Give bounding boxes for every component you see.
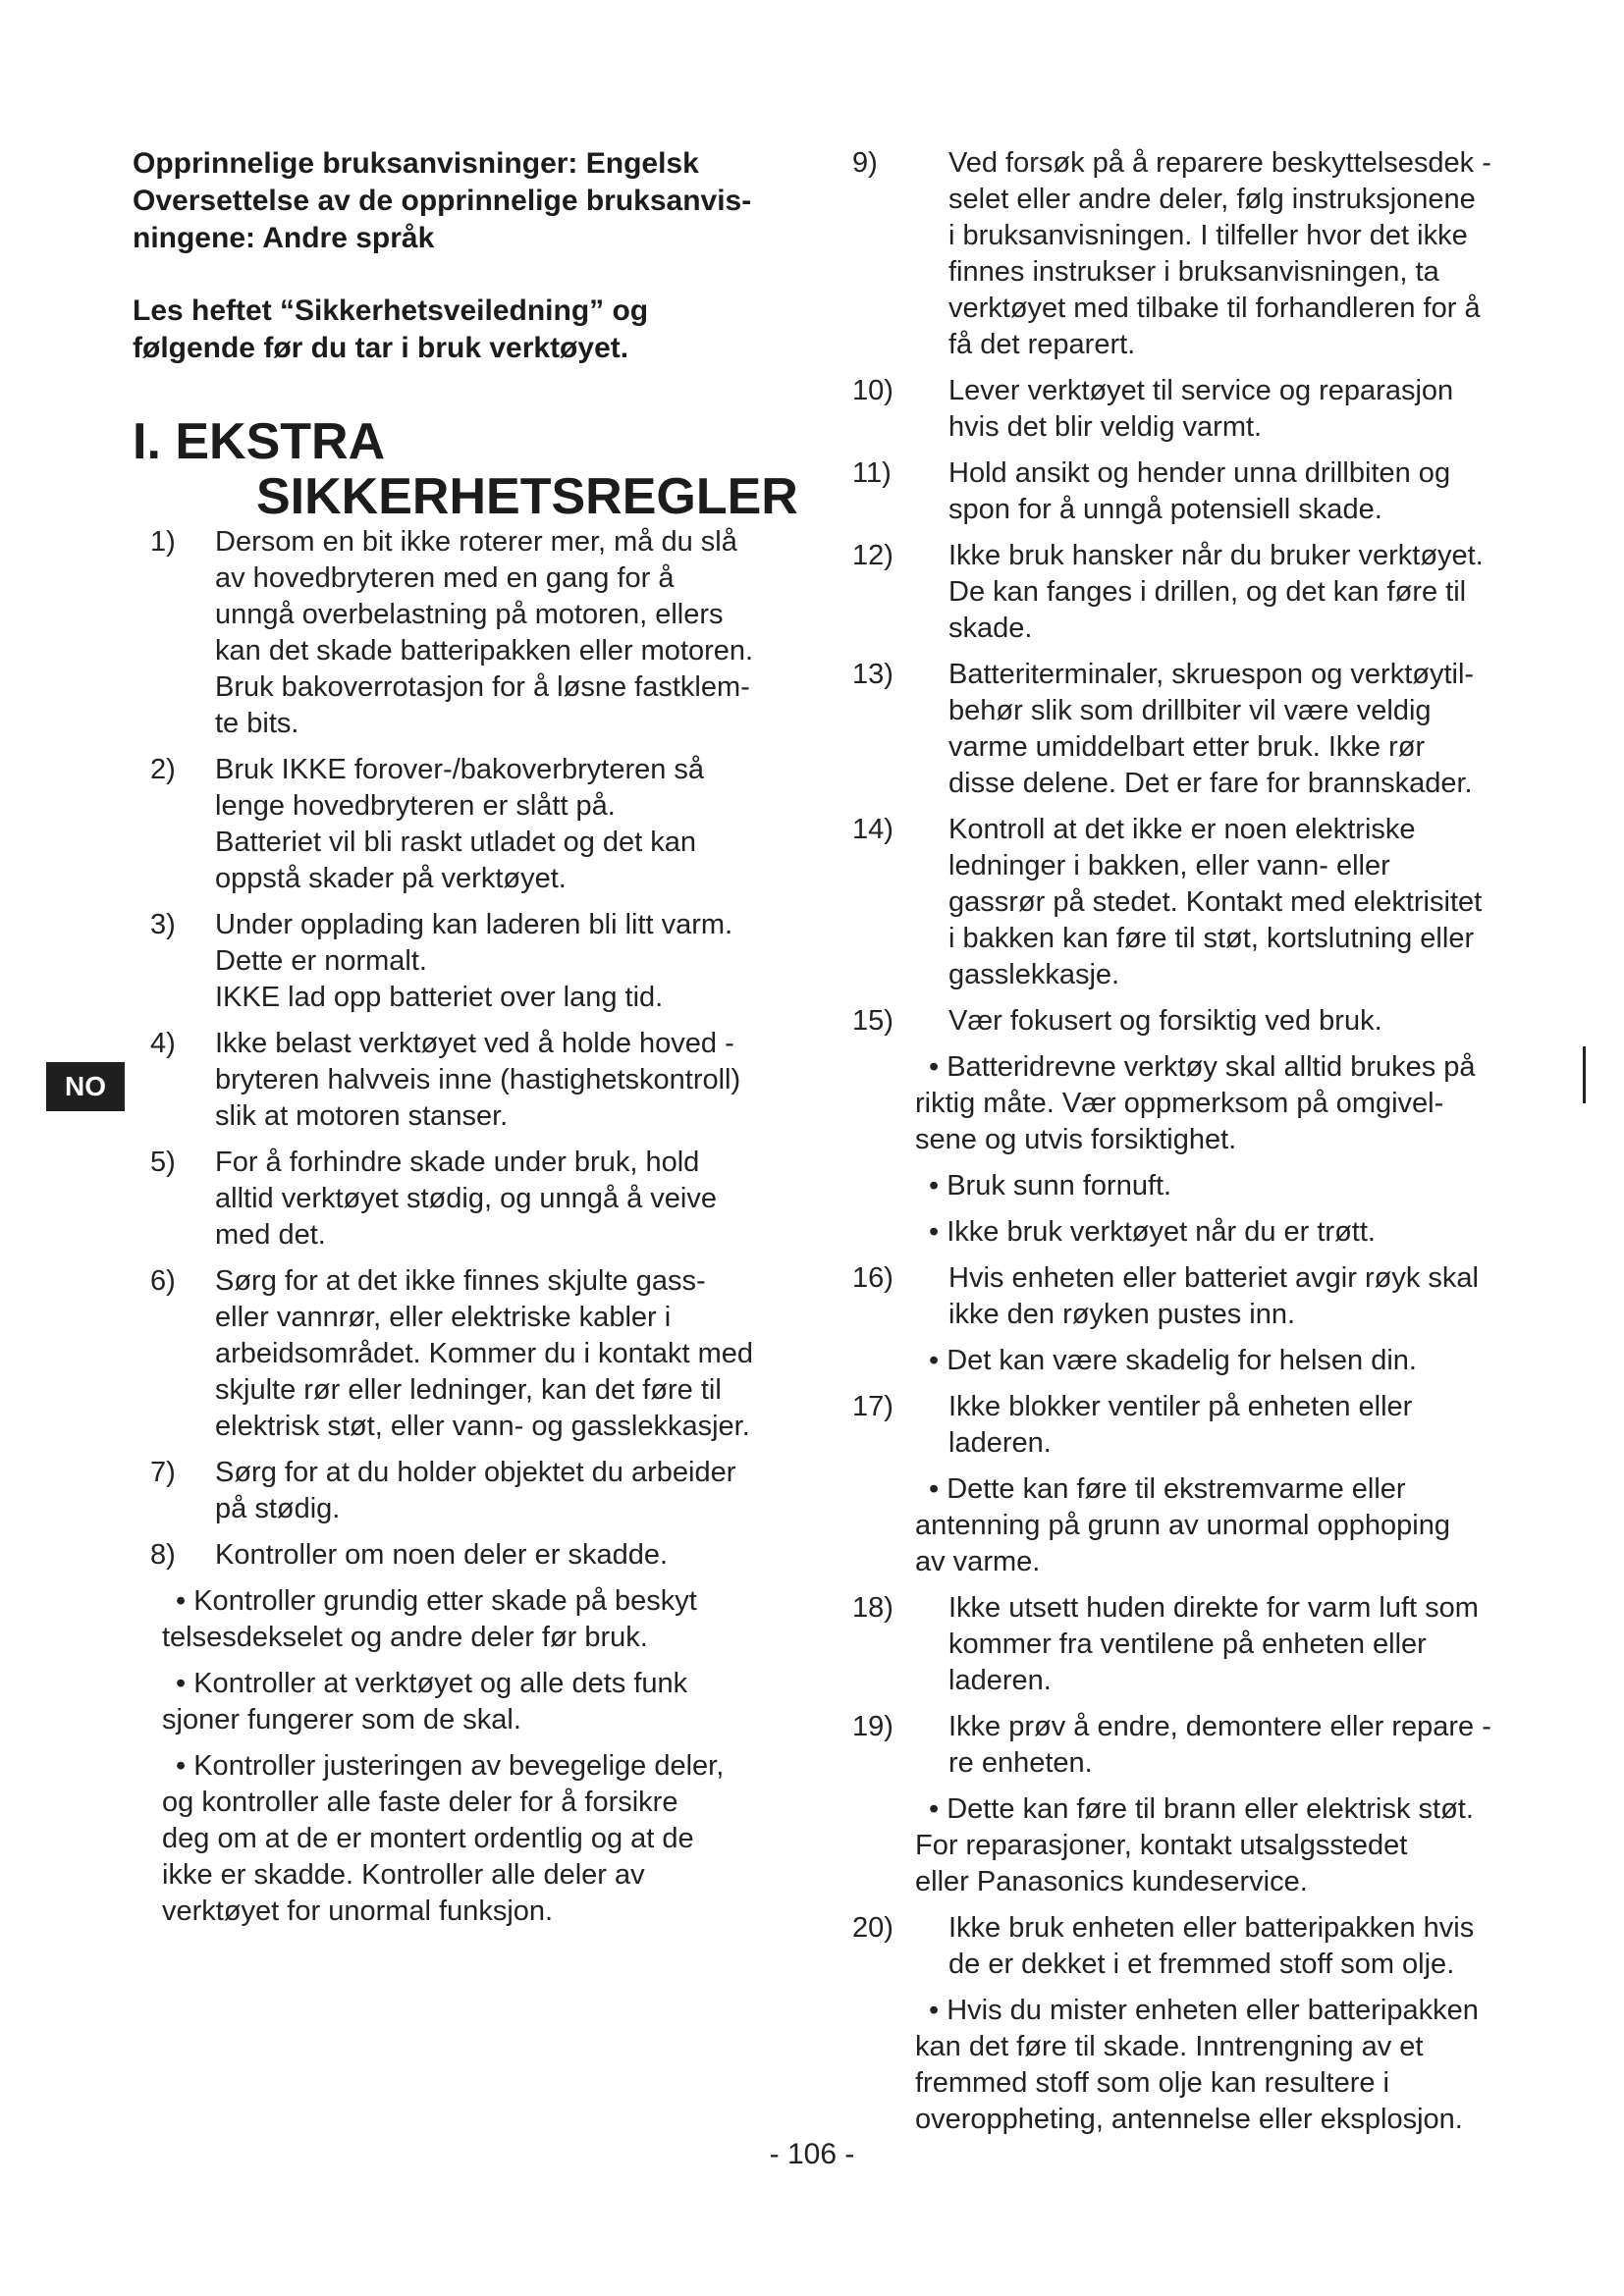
item-line: te bits. (215, 708, 299, 739)
bullet-item (915, 1049, 1505, 1158)
item-line: slik at motoren stanser. (215, 1100, 509, 1132)
item-line: Kontroll at det ikke er noen elektriske (948, 814, 1416, 845)
bullet-line: • Ikke bruk verktøyet når du er trøtt. (915, 1214, 1505, 1251)
bullet-item (915, 1993, 1505, 2138)
bullet-line: • Det kan være skadelig for helsen din. (915, 1343, 1505, 1379)
bullet-item (915, 1343, 1505, 1379)
numbered-item (852, 812, 1505, 993)
item-number: 14) (852, 814, 893, 845)
section-heading (133, 414, 800, 524)
numbered-item (852, 1003, 1505, 1040)
item-line: lenge hovedbryteren er slått på. (215, 790, 616, 822)
intro-read-note (133, 293, 800, 367)
item-bullet-list (852, 1993, 1505, 2138)
bullet-line: For reparasjoner, kontakt utsalgsstedet (915, 1830, 1408, 1861)
item-line: arbeidsområdet. Kommer du i kontakt med (215, 1338, 754, 1369)
item-line: elektrisk støt, eller vann- og gasslekkasjer. (215, 1411, 750, 1442)
item-line: Ikke utsett huden direkte for varm luft som (948, 1592, 1479, 1624)
item-line: behør slik som drillbiter vil være veldig (948, 695, 1432, 726)
item-line: selet eller andre deler, følg instruksjonene (948, 184, 1476, 215)
numbered-item (852, 1709, 1505, 1782)
numbered-item (852, 1590, 1505, 1699)
bullet-item (915, 1791, 1505, 1900)
item-line: IKKE lad opp batteriet over lang tid. (215, 982, 664, 1013)
item-line: Dersom en bit ikke roterer mer, må du slå (215, 526, 737, 558)
page-number: - 106 - (769, 2138, 855, 2170)
item-line: skjulte rør eller ledninger, kan det føre til (215, 1374, 722, 1406)
item-number: 19) (852, 1711, 893, 1742)
item-line: Dette er normalt. (215, 945, 427, 977)
numbered-item (133, 752, 800, 897)
numbered-item (852, 1260, 1505, 1333)
numbered-item (852, 1389, 1505, 1462)
numbered-item (133, 1026, 800, 1135)
item-line: finnes instrukser i bruksanvisningen, ta (948, 256, 1439, 288)
left-bullet-list (83, 1583, 800, 1930)
bullet-item (83, 1583, 800, 1656)
bullet-line: riktig måte. Vær oppmerksom på omgivel- (915, 1088, 1444, 1119)
bullet-line: • Batteridrevne verktøy skal alltid brukes på (915, 1049, 1505, 1086)
item-number: 18) (852, 1592, 893, 1624)
bullet-line: • Dette kan føre til ekstremvarme eller (915, 1471, 1505, 1508)
item-line: For å forhindre skade under bruk, hold (215, 1147, 700, 1178)
item-line: Kontroller om noen deler er skadde. (215, 1539, 669, 1571)
item-bullet-list (852, 1471, 1505, 1580)
item-number: 17) (852, 1391, 893, 1422)
item-line: Ved forsøk på å reparere beskyttelsesdek - (948, 147, 1491, 179)
item-line: verktøyet med tilbake til forhandleren for å (948, 293, 1481, 324)
item-line: Sørg for at det ikke finnes skjulte gass- (215, 1265, 706, 1297)
item-line: Hold ansikt og hender unna drillbiten og (948, 457, 1451, 489)
item-line: laderen. (948, 1665, 1052, 1696)
item-number: 6) (150, 1265, 176, 1297)
item-line: disse delene. Det er fare for brannskader. (948, 768, 1473, 799)
numbered-item (852, 455, 1505, 528)
item-line: gasslekkasje. (948, 959, 1120, 990)
item-line: med det. (215, 1219, 326, 1251)
bullet-item (915, 1168, 1505, 1204)
bullet-line: telsesdekselet og andre deler før bruk. (162, 1622, 648, 1653)
item-line: re enheten. (948, 1747, 1093, 1779)
numbered-item (852, 657, 1505, 802)
item-line: Bruk IKKE forover-/bakoverbryteren så (215, 754, 705, 785)
item-line: unngå overbelastning på motoren, ellers (215, 599, 724, 630)
bullet-line: kan det føre til skade. Inntrengning av et (915, 2031, 1424, 2062)
intro-line: ningene: Andre språk (133, 222, 435, 254)
item-line: Vær fokusert og forsiktig ved bruk. (948, 1005, 1382, 1037)
item-line: oppstå skader på verktøyet. (215, 863, 567, 894)
numbered-item (852, 538, 1505, 647)
bullet-line: verktøyet for unormal funksjon. (162, 1896, 554, 1927)
intro-original-language (133, 145, 800, 257)
item-line: i bakken kan føre til støt, kortslutning eller (948, 923, 1475, 954)
item-number: 16) (852, 1262, 893, 1294)
item-line: av hovedbryteren med en gang for å (215, 562, 675, 594)
item-line: Ikke blokker ventiler på enheten eller laderen. (948, 1391, 1413, 1459)
right-item-list (852, 145, 1505, 2138)
numbered-item (133, 524, 800, 742)
intro-line: Opprinnelige bruksanvisninger: Engelsk (133, 147, 699, 180)
item-line: Hvis enheten eller batteriet avgir røyk skal (948, 1262, 1479, 1294)
item-line: Lever verktøyet til service og reparasjon (948, 375, 1454, 406)
bullet-line: ikke er skadde. Kontroller alle deler av (162, 1859, 645, 1891)
numbered-item (852, 373, 1505, 446)
left-column (133, 145, 800, 1940)
numbered-item (133, 1263, 800, 1445)
item-number: 4) (150, 1028, 176, 1059)
bullet-line: • Dette kan føre til brann eller elektrisk støt. (915, 1791, 1505, 1828)
item-line: bryteren halvveis inne (hastighetskontroll) (215, 1064, 741, 1095)
item-line: eller vannrør, eller elektriske kabler i (215, 1302, 672, 1333)
item-line: Ikke belast verktøyet ved å holde hoved - (215, 1028, 734, 1059)
numbered-item (133, 1455, 800, 1527)
item-line: Ikke bruk enheten eller batteripakken hvis (948, 1912, 1475, 1944)
bullet-line: • Kontroller at verktøyet og alle dets funk (162, 1666, 800, 1702)
bullet-line: • Kontroller grundig etter skade på beskyt (162, 1583, 800, 1620)
item-line: Under opplading kan laderen bli litt varm. (215, 909, 733, 940)
section-heading-line-2: SIKKERHETSREGLER (256, 468, 798, 525)
bullet-line: sjoner fungerer som de skal. (162, 1704, 521, 1735)
numbered-item (852, 1910, 1505, 1983)
right-column (852, 145, 1505, 2148)
item-line: ledninger i bakken, eller vann- eller (948, 850, 1390, 881)
bullet-line: antenning på grunn av unormal opphoping (915, 1510, 1450, 1541)
bullet-line: deg om at de er montert ordentlig og at de (162, 1823, 694, 1854)
bullet-line: sene og utvis forsiktighet. (915, 1124, 1237, 1155)
change-bar (1583, 1046, 1586, 1103)
numbered-item (133, 907, 800, 1016)
item-line: på stødig. (215, 1493, 341, 1524)
item-bullet-list (852, 1049, 1505, 1251)
item-number: 1) (150, 526, 176, 558)
item-number: 8) (150, 1539, 176, 1571)
item-number: 15) (852, 1005, 893, 1037)
bullet-line: • Kontroller justeringen av bevegelige deler, (162, 1748, 800, 1785)
item-line: Batteriterminaler, skruespon og verktøytil- (948, 659, 1475, 690)
numbered-item (133, 1145, 800, 1254)
item-number: 11) (852, 457, 892, 489)
item-line: De kan fanges i drillen, og det kan føre til (948, 576, 1467, 608)
numbered-item (852, 145, 1505, 363)
item-number: 9) (852, 147, 878, 179)
intro-note-line: Les heftet “Sikkerhetsveiledning” og (133, 294, 649, 327)
item-number: 13) (852, 659, 893, 690)
left-item-list (133, 524, 800, 1574)
item-line: ikke den røyken pustes inn. (948, 1299, 1296, 1330)
bullet-line: • Hvis du mister enheten eller batteripakken (915, 1993, 1505, 2029)
item-line: Ikke prøv å endre, demontere eller repare - (948, 1711, 1491, 1742)
bullet-item (83, 1666, 800, 1738)
language-tab: NO (46, 1062, 125, 1111)
item-number: 10) (852, 375, 893, 406)
item-number: 20) (852, 1912, 893, 1944)
item-number: 2) (150, 754, 176, 785)
item-number: 7) (150, 1457, 176, 1488)
item-number: 5) (150, 1147, 176, 1178)
bullet-line: • Bruk sunn fornuft. (915, 1168, 1505, 1204)
item-line: gassrør på stedet. Kontakt med elektrisitet (948, 886, 1483, 918)
bullet-line: av varme. (915, 1546, 1041, 1577)
bullet-line: fremmed stoff som olje kan resultere i (915, 2067, 1389, 2099)
item-line: hvis det blir veldig varmt. (948, 411, 1263, 443)
bullet-line: og kontroller alle faste deler for å forsikre (162, 1787, 678, 1818)
item-bullet-list (852, 1343, 1505, 1379)
intro-line: Oversettelse av de opprinnelige bruksanvis- (133, 185, 752, 217)
item-bullet-list (852, 1791, 1505, 1900)
bullet-line: overoppheting, antennelse eller eksplosjon. (915, 2104, 1463, 2135)
numbered-item (133, 1537, 800, 1574)
item-line: varme umiddelbart etter bruk. Ikke rør (948, 731, 1426, 763)
intro-note-line: følgende før du tar i bruk verktøyet. (133, 332, 629, 364)
item-line: Sørg for at du holder objektet du arbeider (215, 1457, 736, 1488)
item-line: de er dekket i et fremmed stoff som olje. (948, 1949, 1455, 1980)
item-number: 12) (852, 540, 893, 571)
item-line: alltid verktøyet stødig, og unngå å veive (215, 1183, 717, 1214)
bullet-item (915, 1214, 1505, 1251)
bullet-item (915, 1471, 1505, 1580)
item-line: Ikke bruk hansker når du bruker verktøyet. (948, 540, 1484, 571)
item-line: i bruksanvisningen. I tilfeller hvor det ikke (948, 220, 1468, 251)
item-line: kommer fra ventilene på enheten eller (948, 1629, 1427, 1660)
item-number: 3) (150, 909, 176, 940)
item-line: Batteriet vil bli raskt utladet og det kan (215, 827, 697, 858)
item-line: spon for å unngå potensiell skade. (948, 494, 1382, 525)
bullet-line: eller Panasonics kundeservice. (915, 1866, 1308, 1897)
item-line: skade. (948, 613, 1033, 644)
bullet-item (83, 1748, 800, 1930)
item-line: få det reparert. (948, 329, 1136, 360)
item-line: kan det skade batteripakken eller motoren. (215, 635, 754, 667)
item-line: Bruk bakoverrotasjon for å løsne fastklem- (215, 671, 750, 703)
section-heading-line-1: I. EKSTRA (133, 413, 386, 470)
